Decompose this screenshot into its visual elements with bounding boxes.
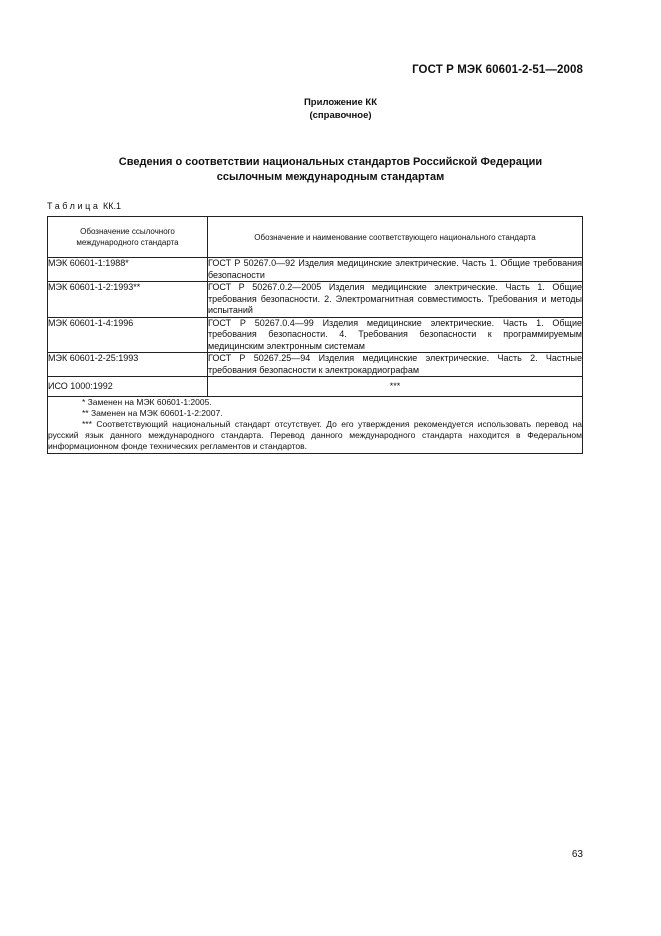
national-standard-cell: ГОСТ Р 50267.0—92 Изделия медицинские электрические. Часть 1. Общие требования безопасности (208, 258, 582, 280)
footnote: ** Заменен на МЭК 60601-1-2:2007. (82, 407, 223, 418)
table-row (48, 317, 583, 353)
table-header-row (48, 217, 583, 258)
page-number: 63 (571, 849, 583, 860)
table-row (48, 258, 583, 282)
footnote: * Заменен на МЭК 60601-1:2005. (82, 396, 212, 407)
national-standard-cell: ГОСТ Р 50267.0.2—2005 Изделия медицинские электрические. Часть 1. Общие требования безопасности. 2. Электромагнитная совместимость. Требования и методы испытаний (208, 282, 582, 315)
annex-title: Приложение КК (303, 97, 378, 108)
table-caption-number: КК.1 (103, 201, 122, 211)
section-title-line2: ссылочным международным стандартам (216, 171, 445, 183)
section-title (60, 155, 601, 185)
intl-standard-cell: МЭК 60601-2-25:1993 (48, 353, 208, 377)
table-row (48, 282, 583, 318)
annex-status: (справочное) (309, 110, 372, 121)
correspondence-table (47, 216, 583, 454)
national-standard-cell: ГОСТ Р 50267.25—94 Изделия медицинские электрические. Часть 2. Частные требования безопасности к электрокардиографам (208, 353, 582, 375)
intl-standard-cell: ИСО 1000:1992 (48, 377, 208, 397)
section-title-line1: Сведения о соответствии национальных стандартов Российской Федерации (118, 156, 543, 168)
document-code: ГОСТ Р МЭК 60601-2-51—2008 (412, 64, 583, 76)
table-caption-prefix: Таблица (47, 201, 101, 211)
national-standard-cell: *** (208, 377, 583, 397)
footnote: *** Соответствующий национальный стандарт отсутствует. До его утверждения рекомендуется использовать перевод на русский язык данного международного стандарта. Перевод данного международного стандарта находится в Федеральном информационном фонде технических регламентов и стандартов. (48, 418, 582, 452)
column-header-intl: Обозначение ссылочного международного стандарта (48, 217, 208, 258)
intl-standard-cell: МЭК 60601-1-4:1996 (48, 317, 208, 353)
table-row (48, 377, 583, 397)
table-row (48, 353, 583, 377)
intl-standard-cell: МЭК 60601-1-2:1993** (48, 282, 208, 318)
table-notes (48, 396, 583, 453)
intl-standard-cell: МЭК 60601-1:1988* (48, 258, 208, 282)
annex-heading (0, 96, 661, 122)
national-standard-cell: ГОСТ Р 50267.0.4—99 Изделия медицинские электрические. Часть 1. Общие требования безопасности. 4. Требования безопасности к программируемым медицинским электронным системам (208, 317, 582, 351)
table-caption (47, 201, 121, 211)
table-notes-row (48, 396, 583, 453)
column-header-national: Обозначение и наименование соответствующего национального стандарта (208, 217, 583, 258)
